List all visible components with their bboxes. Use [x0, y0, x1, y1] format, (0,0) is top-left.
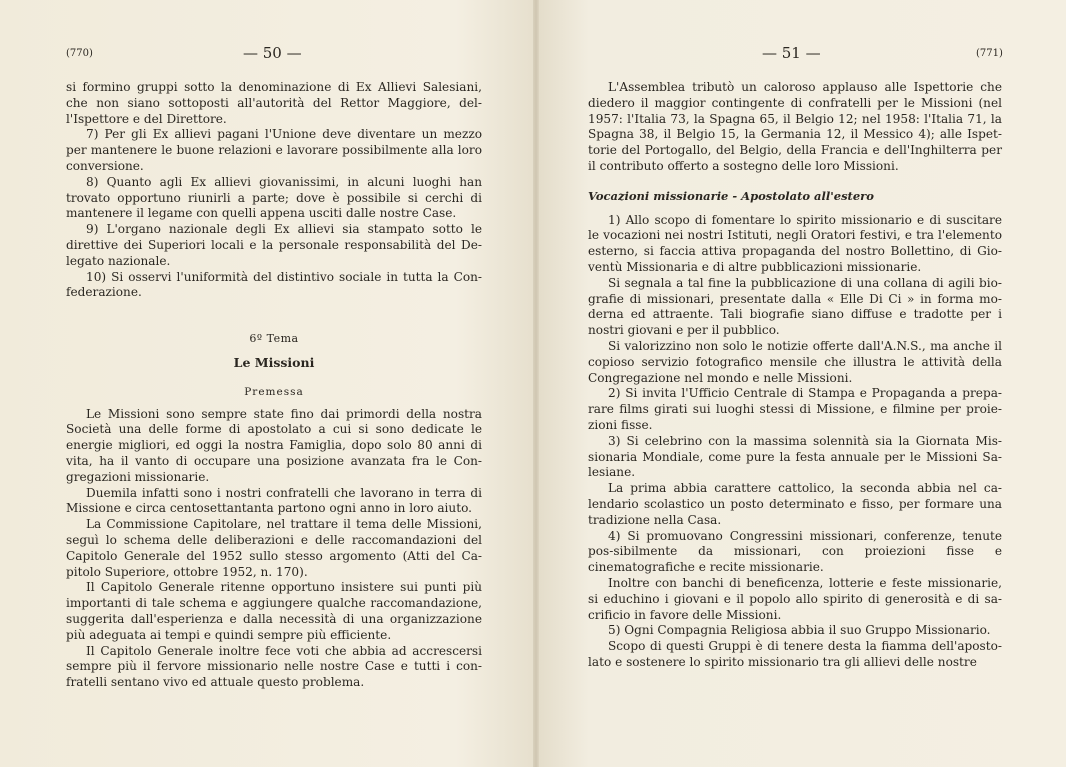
paragraph: L'Assemblea tributò un caloroso applauso alle Ispettorie che diedero il maggior contingente di confratelli per le Missioni (nel 1957: l'Italia 73, la Spagna 65, il Belgio 12; nel 1958: l'Italia 71, la Spagna 38, il Belgio 15, la Germania 12, il Messico 4); alle Ispet-torie del Portogallo, del Belgio, della Francia e dell'Inghilterra per il contributo offerto a sostegno delle loro Missioni. [588, 80, 1002, 173]
right-page-number-label: (771) [976, 48, 1003, 59]
paragraph: La prima abbia carattere cattolico, la seconda abbia nel ca-lendario scolastico un posto determinato e fisso, per formare una tradizione nella Casa. [588, 481, 1002, 527]
paragraph: 5) Ogni Compagnia Religiosa abbia il suo Gruppo Missionario. [608, 623, 991, 638]
paragraph: 3) Si celebrino con la massima solennità sia la Giornata Mis-sionaria Mondiale, come pure la festa annuale per le Missioni Sa-lesiane. [588, 433, 1002, 480]
paragraph: Il Capitolo Generale inoltre fece voti che abbia ad accrescersi sempre più il fervore missionario nelle nostre Case e tutti i con-fratelli sentano vivo ed attuale questo problema. [66, 643, 482, 690]
left-page-text [66, 80, 482, 691]
paragraph: Si valorizzino non solo le notizie offerte dall'A.N.S., ma anche il copioso servizio fotografico mensile che illustra le attività della Congregazione nel mondo e nelle Missioni. [588, 338, 1002, 385]
paragraph: Si segnala a tal fine la pubblicazione di una collana di agili bio-grafie di missionari, presentate dalla « Elle Di Ci » in forma mo-derna ed attraente. Tali biografie siano diffuse e tradotte per i nostri giovani e per il pubblico. [588, 275, 1002, 338]
paragraph: si formino gruppi sotto la denominazione di Ex Allievi Salesiani, che non siano sottoposti all'autorità del Rettor Maggiore, del-l'Ispettore e del Direttore. [66, 80, 482, 126]
paragraph: Duemila infatti sono i nostri confratelli che lavorano in terra di Missione e circa centosettantanta partono ogni anno in loro aiuto. [66, 485, 482, 516]
theme-label: 6º Tema [249, 332, 299, 346]
theme-title: Le Missioni [233, 354, 315, 370]
paragraph: 9) L'organo nazionale degli Ex allievi sia stampato sotto le direttive dei Superiori locali e la personale responsabilità del De-legato nazionale. [66, 222, 482, 268]
paragraph: 7) Per gli Ex allievi pagani l'Unione deve diventare un mezzo per mantenere le buone relazioni e lavorare possibilmente alla loro conversione. [66, 127, 482, 173]
paragraph: 4) Si promuovano Congressini missionari, conferenze, tenute pos-sibilmente da missionari, con proiezioni fisse e cinematografiche e recite missionarie. [588, 528, 1002, 575]
paragraph: Inoltre con banchi di beneficenza, lotterie e feste missionarie, si educhino i giovani e il popolo allo spirito di generosità e di sa-crificio in favore delle Missioni. [588, 575, 1002, 622]
right-page-folio: — 51 — [762, 44, 821, 62]
left-page-folio: — 50 — [243, 44, 302, 62]
paragraph: 10) Si osservi l'uniformità del distintivo sociale in tutta la Con-federazione. [66, 269, 482, 300]
left-page-number-label: (770) [66, 48, 93, 59]
paragraph: 2) Si invita l'Ufficio Centrale di Stampa e Propaganda a prepa-rare films girati sui luoghi stessi di Missione, e filmine per proie-zioni fisse. [588, 386, 1002, 432]
right-page-text [588, 80, 1002, 671]
section-title: Vocazioni missionarie - Apostolato all'estero [588, 188, 874, 203]
paragraph: Le Missioni sono sempre state fino dai primordi della nostra Società una delle forme di apostolato a cui si sono dedicate le energie migliori, ed oggi la nostra Famiglia, dopo solo 80 anni di vita, ha il vanto di occupare una posizione avanzata fra le Con-gregazioni missionarie. [66, 406, 482, 484]
paragraph: Il Capitolo Generale ritenne opportuno insistere sui punti più importanti di tale schema e aggiungere qualche raccomandazione, suggerita dall'esperienza e dalla necessità di una organizzazione più adeguata ai tempi e quindi sempre più efficiente. [66, 580, 482, 642]
right-page [536, 0, 1066, 767]
paragraph: La Commissione Capitolare, nel trattare il tema delle Missioni, seguì lo schema delle deliberazioni e delle raccomandazioni del Capitolo Generale del 1952 sullo stesso argomento (Atti del Ca-pitolo Superiore, ottobre 1952, n. 170). [66, 517, 482, 579]
book-gutter [533, 0, 539, 767]
paragraph: 8) Quanto agli Ex allievi giovanissimi, in alcuni luoghi han trovato opportuno riunirli a parte; dove è possibile si cerchi di mantenere il legame con quelli appena usciti dalle nostre Case. [66, 174, 482, 221]
premessa-heading: Premessa [244, 385, 304, 398]
paragraph: 1) Allo scopo di fomentare lo spirito missionario e di suscitare le vocazioni nei nostri Istituti, negli Oratori festivi, e tra l'elemento esterno, si faccia attiva propaganda del nostro Bollettino, di Gio-ventù Missionaria e di altre pubblicazioni missionarie. [588, 212, 1002, 274]
paragraph: Scopo di questi Gruppi è di tenere desta la fiamma dell'aposto-lato e sostenere lo spirito missionario tra gli allievi delle nostre [588, 639, 1002, 669]
